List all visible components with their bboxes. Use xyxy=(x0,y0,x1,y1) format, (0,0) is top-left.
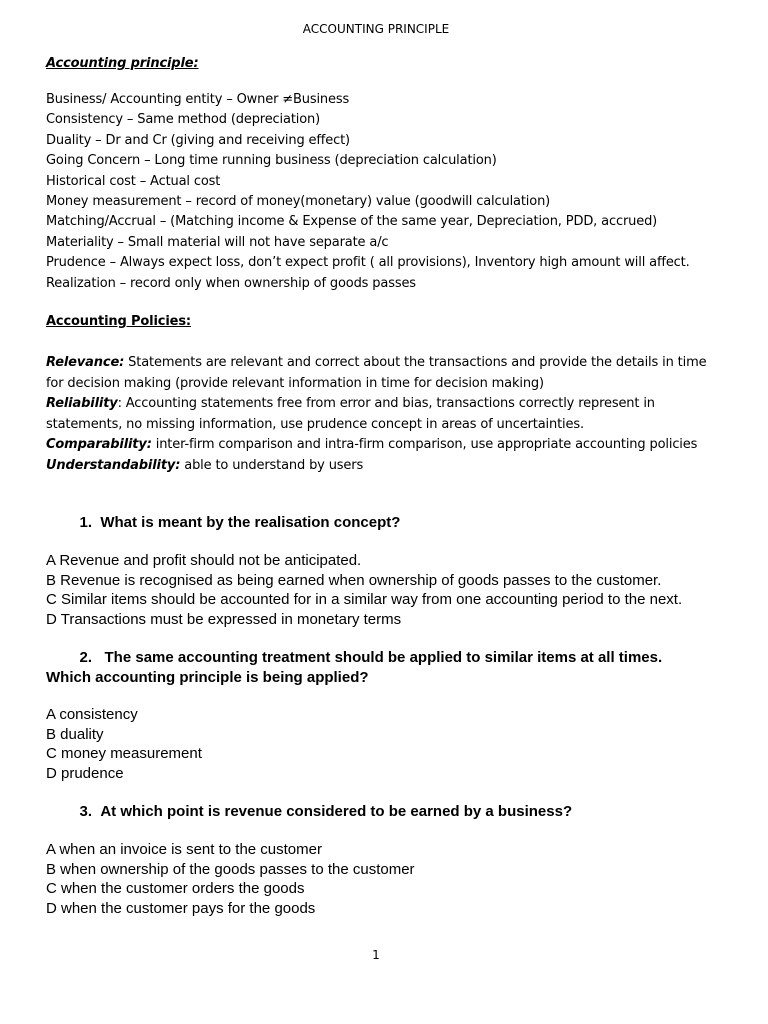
policies-heading: Accounting Policies: xyxy=(46,314,191,329)
answer-option: B duality xyxy=(46,725,104,743)
answer-option: A when an invoice is sent to the customer xyxy=(46,841,322,858)
policy-item xyxy=(46,435,726,456)
question-1-options xyxy=(46,551,682,629)
question-2 xyxy=(46,648,662,687)
question-line-2: Which accounting principle is being applied? xyxy=(46,668,369,686)
document-title: ACCOUNTING PRINCIPLE xyxy=(302,22,450,36)
question-number: 2. xyxy=(79,649,92,666)
question-2-options xyxy=(46,705,202,783)
principle-item: Materiality – Small material will not have separate a/c xyxy=(46,234,389,250)
policy-item xyxy=(46,394,726,435)
principles-heading: Accounting principle: xyxy=(46,56,199,71)
answer-option: B Revenue is recognised as being earned when ownership of goods passes to the customer. xyxy=(46,571,662,589)
answer-option: D when the customer pays for the goods xyxy=(46,899,316,917)
answer-option: D Transactions must be expressed in monetary terms xyxy=(46,610,402,628)
page-number: 1 xyxy=(372,948,380,962)
answer-option: A Revenue and profit should not be anticipated. xyxy=(46,552,362,569)
answer-option: C when the customer orders the goods xyxy=(46,880,305,897)
question-number: 3. xyxy=(79,803,92,820)
principle-item: Matching/Accrual – (Matching income & Expense of the same year, Depreciation, PDD, accrued) xyxy=(46,214,658,230)
policy-item xyxy=(46,353,726,394)
policy-term: Comparability: xyxy=(46,437,152,453)
policy-term: Understandability: xyxy=(46,457,181,473)
policy-item xyxy=(46,456,726,477)
question-text: At which point is revenue considered to be earned by a business? xyxy=(100,803,573,820)
policy-text: : Accounting statements free from error and bias, transactions correctly represent in statements, no missing information, use prudence concept in areas of uncertainties. xyxy=(46,396,655,432)
policy-term: Reliability xyxy=(46,396,118,412)
policy-text: Statements are relevant and correct about the transactions and provide the details in time for decision making (provide relevant information in time for decision making) xyxy=(46,355,707,391)
answer-option: C money measurement xyxy=(46,745,202,762)
question-3-options xyxy=(46,840,415,918)
principle-item: Duality – Dr and Cr (giving and receiving effect) xyxy=(46,132,350,148)
answer-option: D prudence xyxy=(46,764,124,782)
question-line-1 xyxy=(46,648,662,668)
policy-term: Relevance: xyxy=(46,355,125,370)
policies-list xyxy=(46,353,726,477)
principle-item: Going Concern – Long time running business (depreciation calculation) xyxy=(46,153,497,169)
policy-text: inter-firm comparison and intra-firm comparison, use appropriate accounting policies xyxy=(151,437,698,453)
question-number: 1. xyxy=(79,514,92,531)
principle-item: Prudence – Always expect loss, don’t expect profit ( all provisions), Inventory high amount will affect. xyxy=(46,255,690,271)
question-3 xyxy=(46,802,572,822)
question-1 xyxy=(46,513,400,533)
answer-option: B when ownership of the goods passes to the customer xyxy=(46,860,415,878)
answer-option: A consistency xyxy=(46,706,138,723)
question-text: The same accounting treatment should be applied to similar items at all times. xyxy=(104,649,663,666)
principle-item: Business/ Accounting entity – Owner ≠Business xyxy=(46,92,350,107)
answer-option: C Similar items should be accounted for in a similar way from one accounting period to the next. xyxy=(46,591,683,608)
question-text: What is meant by the realisation concept? xyxy=(100,514,401,531)
principle-item: Money measurement – record of money(monetary) value (goodwill calculation) xyxy=(46,193,551,209)
principle-item: Historical cost – Actual cost xyxy=(46,173,221,189)
principle-item: Consistency – Same method (depreciation) xyxy=(46,112,321,128)
principles-list xyxy=(46,90,690,294)
policy-text: able to understand by users xyxy=(180,457,364,473)
principle-item: Realization – record only when ownership of goods passes xyxy=(46,275,416,291)
